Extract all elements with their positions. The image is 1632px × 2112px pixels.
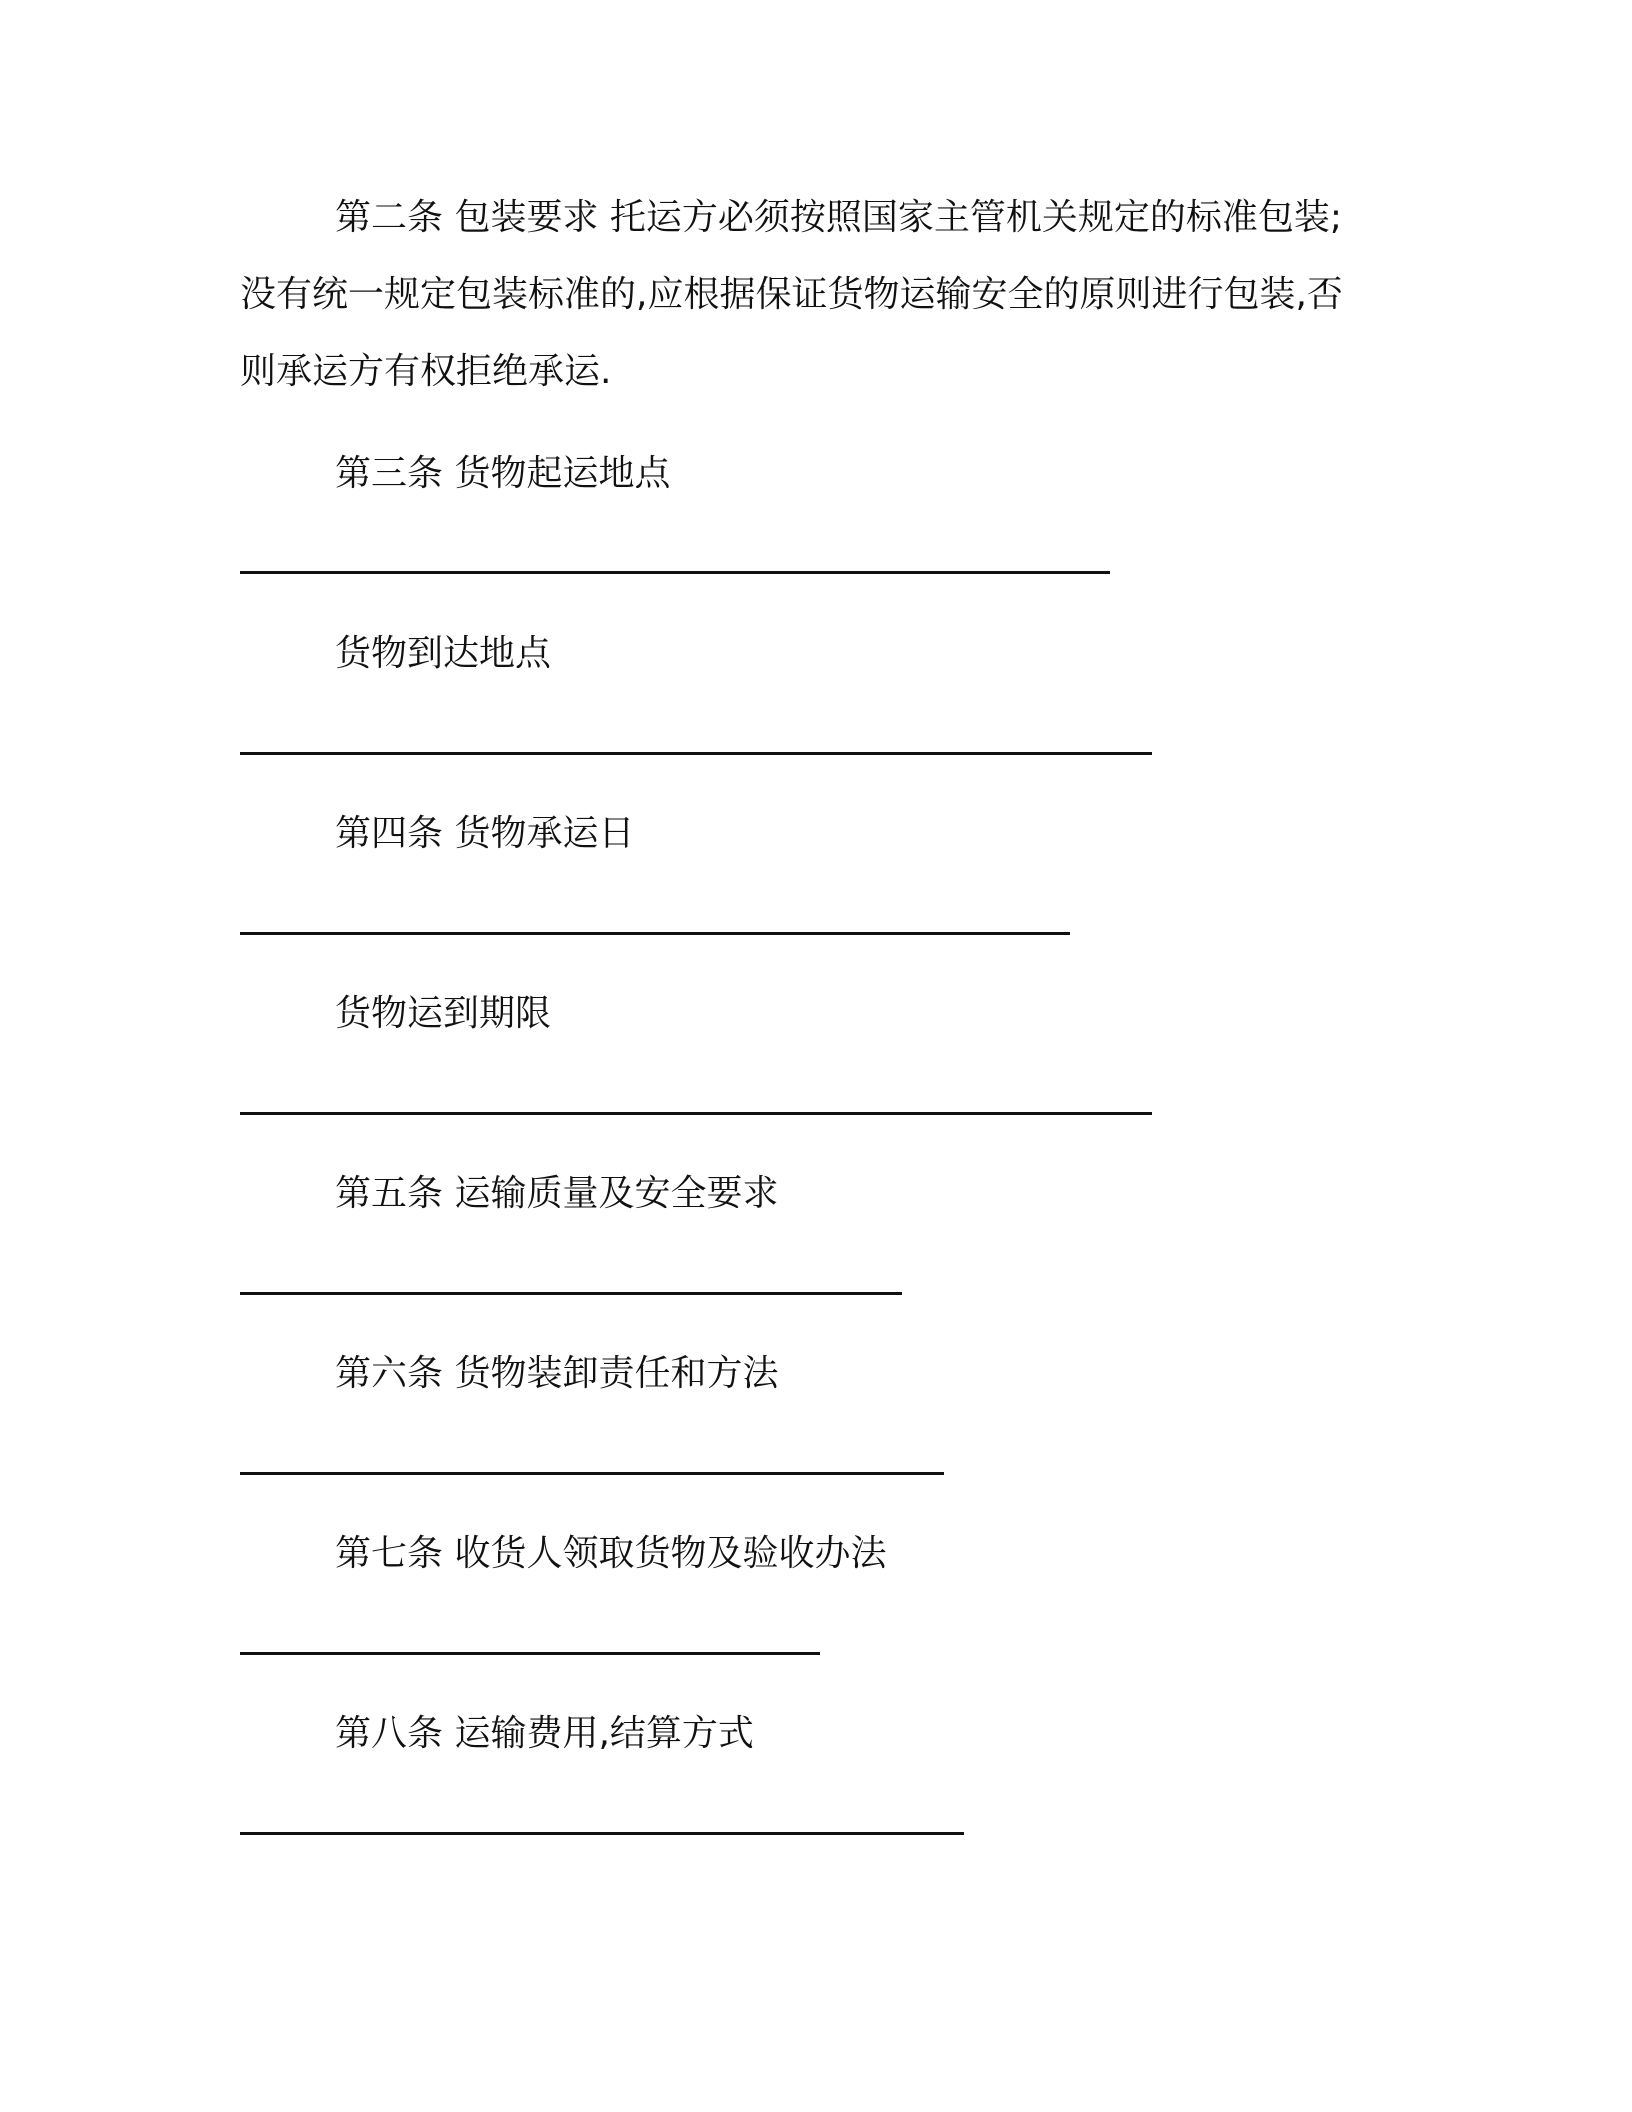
- article4-heading: 第四条 货物承运日: [335, 813, 635, 854]
- acceptance-date-blank-line: [240, 932, 1070, 935]
- origin-blank-line: [240, 571, 1110, 574]
- delivery-term-blank-line: [240, 1112, 1152, 1115]
- article6-heading: 第六条 货物装卸责任和方法: [335, 1353, 779, 1394]
- loading-blank-line: [240, 1472, 944, 1475]
- article7-heading: 第七条 收货人领取货物及验收办法: [335, 1533, 887, 1574]
- destination-blank-line: [240, 752, 1152, 755]
- quality-safety-blank-line: [240, 1292, 902, 1295]
- receipt-blank-line: [240, 1652, 820, 1655]
- article2-line1: 第二条 包装要求 托运方必须按照国家主管机关规定的标准包装;: [335, 197, 1343, 238]
- article2-line3: 则承运方有权拒绝承运.: [240, 351, 612, 392]
- article2-line2: 没有统一规定包装标准的,应根据保证货物运输安全的原则进行包装,否: [240, 274, 1343, 315]
- article8-heading: 第八条 运输费用,结算方式: [335, 1713, 754, 1754]
- article4-sub-heading: 货物运到期限: [335, 993, 552, 1034]
- article5-heading: 第五条 运输质量及安全要求: [335, 1173, 779, 1214]
- article3-sub-heading: 货物到达地点: [335, 633, 552, 674]
- fees-blank-line: [240, 1832, 964, 1835]
- article3-heading: 第三条 货物起运地点: [335, 453, 671, 494]
